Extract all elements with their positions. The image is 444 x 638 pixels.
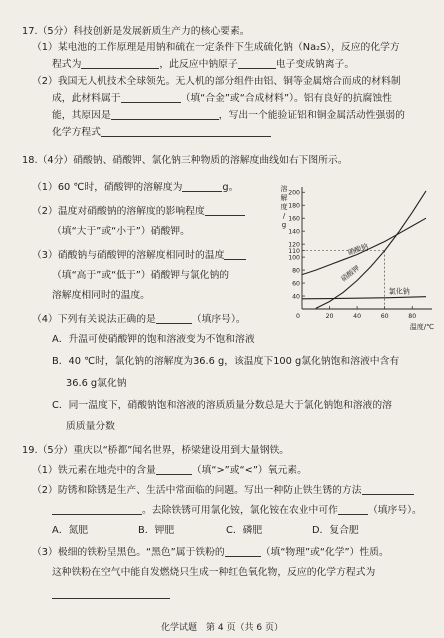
q18-part3-line2: （填“高于”或“低于”）硝酸钾与氯化钠的: [52, 270, 230, 281]
series-label: 硝酸钠: [346, 242, 370, 258]
q19-text: （3）极细的铁粉呈黑色。“黑色”属于铁粉的: [32, 547, 225, 558]
q19-part2-line1: [32, 484, 414, 497]
q17-text: 成，此材料属于: [52, 93, 121, 104]
series-label: 氯化钠: [388, 287, 410, 296]
q19-part2-line2: [52, 504, 422, 517]
q17-text: ，此反应中钠原子: [159, 59, 238, 70]
y-axis-label: /: [282, 212, 286, 220]
q18-text: （2）温度对硝酸钠的溶解度的影响程度: [32, 206, 205, 217]
answer-blank[interactable]: [52, 504, 142, 515]
series-label: 硝酸钾: [339, 264, 362, 284]
y-tick-label: 200: [288, 189, 300, 197]
x-tick-label: 60: [380, 313, 389, 320]
x-axis-label: 温度/℃: [409, 323, 434, 331]
q17-text: 电子变成钠离子。: [275, 59, 355, 70]
q19-text: （填序号）。: [367, 505, 422, 516]
q17-part1-line2: [52, 58, 354, 71]
q18-part3-line3: 溶解度相同时的温度。: [52, 290, 150, 301]
q19-part3-line2: 这种铁粉在空气中能自发燃烧只生成一种红色氧化物，反应的化学方程式为: [52, 567, 376, 578]
answer-blank[interactable]: [111, 109, 219, 120]
x-tick-label: 20: [325, 313, 334, 320]
q17-header: 17.（5分）科技创新是发展新质生产力的核心要素。: [22, 26, 250, 37]
y-tick-label: 180: [288, 202, 300, 210]
y-tick-label: 40: [292, 293, 300, 301]
q18-part1: [32, 181, 238, 194]
q17-part2-line3: [52, 109, 405, 122]
y-axis-label: g: [281, 221, 287, 229]
q19-part3-line1: [32, 546, 389, 559]
q18-text: g。: [222, 182, 239, 193]
answer-blank[interactable]: [101, 126, 271, 137]
q18-text: （1）60 ℃时，硝酸钾的溶解度为: [32, 182, 183, 193]
q19-text: （1）铁元素在地壳中的含量: [32, 465, 156, 476]
q18-text: （填序号）。: [191, 314, 246, 325]
q18-text: （4）下列有关说法正确的是: [32, 314, 156, 325]
q18-part2-line2: （填“大于”或“小于”）硝酸钾。: [52, 226, 190, 237]
q19-text: （2）防锈和除锈是生产、生活中常面临的问题。写出一种防止铁生锈的方法: [32, 485, 362, 496]
q19-part1: [32, 464, 307, 477]
q19-option-a: A．氮肥: [52, 525, 89, 536]
x-tick-label: 40: [353, 313, 362, 320]
x-tick-label: 80: [408, 313, 417, 320]
page-footer: 化学试题 第 4 页（共 6 页）: [161, 623, 283, 633]
q17-part1-line1: （1）某电池的工作原理是用钠和硫在一定条件下生成硫化钠（Na₂S），反应的化学方: [32, 42, 400, 53]
q19-part3-line3: [52, 588, 170, 601]
y-tick-label: 160: [288, 215, 300, 223]
q17-text: 化学方程式: [52, 127, 101, 138]
answer-blank[interactable]: [52, 588, 170, 599]
answer-blank[interactable]: [121, 92, 181, 103]
answer-blank[interactable]: [182, 181, 222, 192]
q19-header: 19.（5分）重庆以“桥都”闻名世界，桥梁建设用到大量钢铁。: [22, 445, 290, 456]
y-tick-label: 80: [292, 267, 300, 275]
q19-text: （填“物理”或“化学”）性质。: [260, 547, 389, 558]
q18-header: 18.（4分）硝酸钠、硝酸钾、氯化钠三种物质的溶解度曲线如右下图所示。: [22, 155, 348, 166]
q17-text: 程式为: [52, 59, 82, 70]
answer-blank[interactable]: [205, 205, 245, 216]
q17-text: ，写出一个能验证铝和铜金属活动性强弱的: [218, 110, 405, 121]
series-line: [302, 297, 426, 299]
q18-option-b-line2: 36.6 g氯化钠: [66, 378, 127, 389]
y-tick-label: 110: [288, 248, 300, 256]
solubility-chart: [278, 181, 438, 335]
q19-option-c: C．磷肥: [226, 525, 263, 536]
answer-blank[interactable]: [225, 546, 261, 557]
answer-blank[interactable]: [224, 249, 246, 260]
q19-option-b: B．钾肥: [138, 525, 175, 536]
solubility-chart-svg: [278, 181, 438, 331]
y-tick-label: 120: [288, 241, 300, 249]
answer-blank[interactable]: [156, 464, 192, 475]
q19-text: 。去除铁锈可用氯化铵，氯化铵在农业中可作: [142, 505, 338, 516]
x-tick-label: 0: [296, 313, 300, 320]
q18-part3-line1: [32, 249, 246, 262]
answer-blank[interactable]: [156, 313, 192, 324]
answer-blank[interactable]: [362, 484, 414, 495]
q18-text: （3）硝酸钠与硝酸钾的溶解度相同时的温度: [32, 250, 225, 261]
q18-option-a: A．升温可使硝酸钾的饱和溶液变为不饱和溶液: [52, 334, 255, 345]
y-tick-label: 140: [288, 228, 300, 236]
q17-part2-line4: [52, 126, 271, 139]
y-axis-label: 解: [280, 194, 288, 202]
q18-part2-line1: [32, 205, 245, 218]
q17-part2-line1: （2）我国无人机技术全球领先。无人机的部分组件由铝、铜等金属熔合而成的材料制: [32, 76, 401, 87]
answer-blank[interactable]: [81, 58, 159, 69]
q19-text: （填“>”或“<”）氧元素。: [191, 465, 307, 476]
answer-blank[interactable]: [238, 58, 276, 69]
q17-text: 能，其原因是: [52, 110, 111, 121]
y-tick-label: 100: [288, 254, 300, 262]
q18-option-c-line1: C．同一温度下，硝酸钠饱和溶液的溶质质量分数总是大于氯化钠饱和溶液的溶: [52, 400, 392, 411]
q18-option-b-line1: B．40 ℃时，氯化钠的溶解度为36.6 g，该温度下100 g氯化钠饱和溶液中含有: [52, 356, 400, 367]
q18-part4: [32, 313, 246, 326]
y-axis-label: 度: [280, 203, 288, 211]
q18-option-c-line2: 质质量分数: [66, 421, 115, 432]
answer-blank[interactable]: [338, 504, 368, 515]
q17-part2-line2: [52, 92, 392, 105]
y-tick-label: 60: [292, 280, 300, 288]
q17-text: （填“合金”或“合成材料”）。铝有良好的抗腐蚀性: [180, 93, 392, 104]
y-axis-label: 溶: [280, 185, 288, 193]
q19-option-d: D．复合肥: [312, 525, 359, 536]
